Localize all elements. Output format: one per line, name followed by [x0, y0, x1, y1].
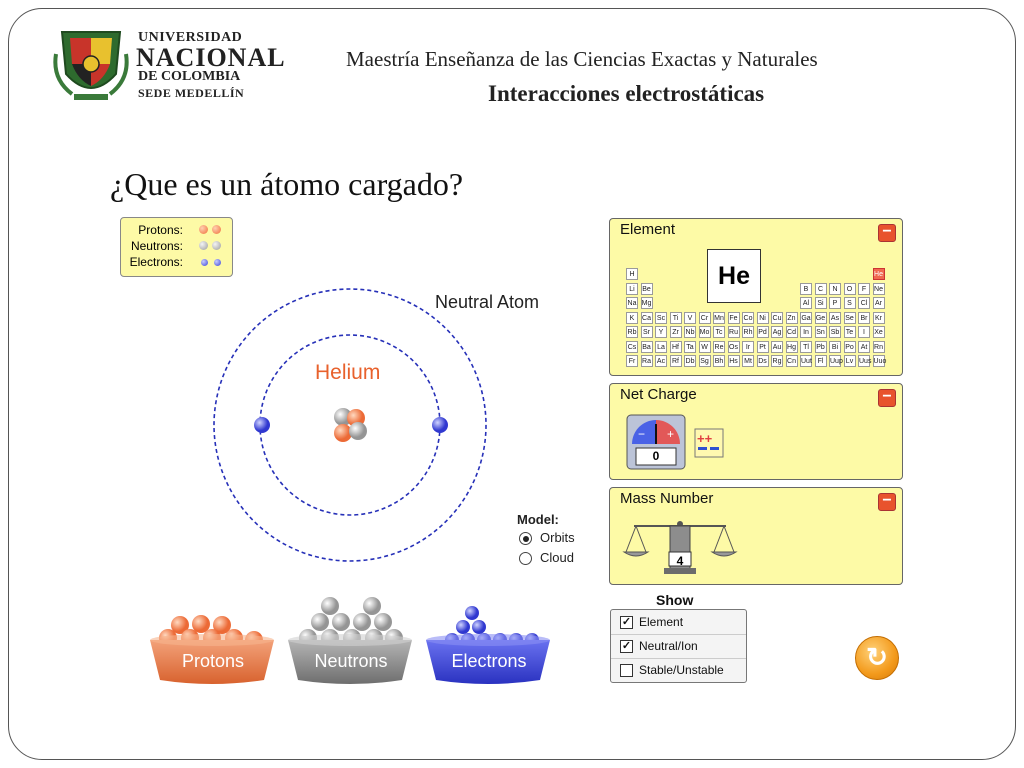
university-crest-logo [52, 24, 130, 104]
element-panel [609, 218, 903, 376]
collapse-net-charge-button[interactable]: − [878, 389, 896, 407]
element-cell-pd[interactable]: Pd [757, 326, 769, 338]
show-options [610, 609, 747, 683]
element-cell-fe[interactable]: Fe [728, 312, 740, 324]
element-cell-cn[interactable]: Cn [786, 355, 798, 367]
collapse-element-button[interactable]: − [878, 224, 896, 242]
electron-right[interactable] [432, 417, 448, 433]
element-cell-na[interactable]: Na [626, 297, 638, 309]
element-cell-rn[interactable]: Rn [873, 341, 885, 353]
show-option-stable-unstable-label: Stable/Unstable [639, 663, 724, 677]
show-title: Show [656, 592, 694, 608]
element-cell-zn[interactable]: Zn [786, 312, 798, 324]
element-cell-la[interactable]: La [655, 341, 667, 353]
model-title: Model: [517, 512, 559, 527]
element-cell-bh[interactable]: Bh [713, 355, 725, 367]
electron-dot-icon [201, 259, 208, 266]
element-cell-cd[interactable]: Cd [786, 326, 798, 338]
radio-cloud[interactable] [519, 552, 532, 565]
element-cell-k[interactable]: K [626, 312, 638, 324]
particle-legend [120, 217, 233, 277]
element-cell-fr[interactable]: Fr [626, 355, 638, 367]
element-cell-he[interactable]: He [873, 268, 885, 280]
model-option-cloud[interactable] [517, 549, 574, 569]
legend-electrons-label: Electrons: [129, 255, 183, 269]
legend-protons [127, 222, 227, 238]
show-option-element-label: Element [639, 615, 684, 629]
protons-bucket-label: Protons [181, 651, 245, 671]
element-cell-hg[interactable]: Hg [786, 341, 798, 353]
element-cell-sr[interactable]: Sr [641, 326, 653, 338]
legend-protons-label: Protons: [138, 223, 183, 237]
atom-status-label: Neutral Atom [435, 292, 540, 312]
element-cell-p[interactable]: P [829, 297, 841, 309]
element-cell-mo[interactable]: Mo [699, 326, 711, 338]
element-cell-at[interactable]: At [858, 341, 870, 353]
legend-neutrons [127, 238, 227, 254]
show-option-neutral-ion-label: Neutral/Ion [639, 639, 698, 653]
neutrons-bucket-label: Neutrons [314, 651, 388, 671]
checkbox-stable-unstable[interactable] [620, 664, 633, 677]
mass-number-value: 4 [676, 554, 684, 568]
university-line-2: NACIONAL [136, 43, 286, 72]
net-charge-value: 0 [652, 449, 660, 463]
show-option-neutral-ion[interactable] [611, 634, 746, 659]
element-cell-br[interactable]: Br [858, 312, 870, 324]
element-cell-uup[interactable]: Uup [829, 355, 841, 367]
element-cell-si[interactable]: Si [815, 297, 827, 309]
element-cell-pt[interactable]: Pt [757, 341, 769, 353]
element-cell-po[interactable]: Po [844, 341, 856, 353]
element-cell-ne[interactable]: Ne [873, 283, 885, 295]
charge-plus-minus-icon [694, 428, 724, 458]
element-cell-ga[interactable]: Ga [800, 312, 812, 324]
element-cell-co[interactable]: Co [742, 312, 754, 324]
element-cell-b[interactable]: B [800, 283, 812, 295]
element-cell-n[interactable]: N [829, 283, 841, 295]
nucleus[interactable] [334, 408, 367, 442]
model-selector [517, 512, 575, 569]
element-cell-uus[interactable]: Uus [858, 355, 870, 367]
element-cell-ge[interactable]: Ge [815, 312, 827, 324]
element-cell-ra[interactable]: Ra [641, 355, 653, 367]
element-cell-rg[interactable]: Rg [771, 355, 783, 367]
topic-title: Interacciones electrostáticas [488, 81, 765, 106]
element-cell-tc[interactable]: Tc [713, 326, 725, 338]
element-cell-ba[interactable]: Ba [641, 341, 653, 353]
element-cell-sc[interactable]: Sc [655, 312, 667, 324]
element-cell-s[interactable]: S [844, 297, 856, 309]
element-symbol-box: He [707, 249, 761, 303]
neutron-dot-icon [199, 241, 208, 250]
element-cell-li[interactable]: Li [626, 283, 638, 295]
element-cell-o[interactable]: O [844, 283, 856, 295]
element-cell-mn[interactable]: Mn [713, 312, 725, 324]
element-cell-db[interactable]: Db [684, 355, 696, 367]
element-cell-pb[interactable]: Pb [815, 341, 827, 353]
atom-diagram [200, 280, 500, 580]
element-cell-v[interactable]: V [684, 312, 696, 324]
neutron-dot-icon [212, 241, 221, 250]
element-cell-w[interactable]: W [699, 341, 711, 353]
element-cell-hf[interactable]: Hf [670, 341, 682, 353]
program-title: Maestría Enseñanza de las Ciencias Exactas y Naturales [346, 47, 818, 71]
element-cell-ar[interactable]: Ar [873, 297, 885, 309]
element-cell-ac[interactable]: Ac [655, 355, 667, 367]
element-panel-title: Element [620, 221, 676, 238]
legend-electrons [127, 254, 227, 270]
element-cell-ni[interactable]: Ni [757, 312, 769, 324]
element-cell-xe[interactable]: Xe [873, 326, 885, 338]
element-cell-au[interactable]: Au [771, 341, 783, 353]
element-cell-re[interactable]: Re [713, 341, 725, 353]
element-cell-rb[interactable]: Rb [626, 326, 638, 338]
element-cell-bi[interactable]: Bi [829, 341, 841, 353]
radio-orbits[interactable] [519, 532, 532, 545]
element-cell-kr[interactable]: Kr [873, 312, 885, 324]
element-cell-sg[interactable]: Sg [699, 355, 711, 367]
element-cell-ir[interactable]: Ir [742, 341, 754, 353]
element-cell-ti[interactable]: Ti [670, 312, 682, 324]
electrons-bucket-label: Electrons [451, 651, 527, 671]
electron-dot-icon [214, 259, 221, 266]
element-cell-be[interactable]: Be [641, 283, 653, 295]
element-cell-sn[interactable]: Sn [815, 326, 827, 338]
university-line-4: SEDE MEDELLÍN [138, 86, 245, 100]
element-cell-se[interactable]: Se [844, 312, 856, 324]
element-cell-hs[interactable]: Hs [728, 355, 740, 367]
element-cell-mg[interactable]: Mg [641, 297, 653, 309]
electron-left[interactable] [254, 417, 270, 433]
model-option-orbits-label: Orbits [540, 530, 575, 545]
element-cell-uuo[interactable]: Uuo [873, 355, 885, 367]
net-charge-panel [609, 383, 903, 480]
element-cell-cu[interactable]: Cu [771, 312, 783, 324]
slide-question: ¿Que es un átomo cargado? [110, 166, 464, 202]
checkbox-neutral-ion[interactable]: ✓ [621, 640, 632, 652]
net-charge-title: Net Charge [620, 386, 697, 403]
element-cell-tl[interactable]: Tl [800, 341, 812, 353]
element-cell-te[interactable]: Te [844, 326, 856, 338]
show-option-element[interactable] [611, 610, 746, 635]
reset-icon: ↻ [866, 642, 888, 672]
element-cell-h[interactable]: H [626, 268, 638, 280]
proton-dot-icon [199, 225, 208, 234]
element-cell-sb[interactable]: Sb [829, 326, 841, 338]
svg-text:−: − [638, 427, 646, 441]
mass-number-title: Mass Number [620, 490, 714, 507]
element-cell-nb[interactable]: Nb [684, 326, 696, 338]
element-cell-ag[interactable]: Ag [771, 326, 783, 338]
element-cell-i[interactable]: I [858, 326, 870, 338]
university-line-1: UNIVERSIDAD [138, 30, 243, 45]
svg-text:++: ++ [697, 431, 713, 446]
element-cell-rf[interactable]: Rf [670, 355, 682, 367]
reset-button[interactable] [855, 636, 899, 680]
legend-neutrons-label: Neutrons: [130, 239, 183, 253]
university-line-3: DE COLOMBIA [138, 69, 241, 84]
particle-buckets [148, 594, 560, 686]
element-cell-lv[interactable]: Lv [844, 355, 856, 367]
element-cell-cs[interactable]: Cs [626, 341, 638, 353]
element-cell-rh[interactable]: Rh [742, 326, 754, 338]
element-cell-in[interactable]: In [800, 326, 812, 338]
element-cell-fl[interactable]: Fl [815, 355, 827, 367]
mass-number-panel [609, 487, 903, 585]
element-cell-os[interactable]: Os [728, 341, 740, 353]
element-cell-uut[interactable]: Uut [800, 355, 812, 367]
element-cell-cr[interactable]: Cr [699, 312, 711, 324]
collapse-mass-number-button[interactable]: − [878, 493, 896, 511]
element-cell-ta[interactable]: Ta [684, 341, 696, 353]
element-cell-ca[interactable]: Ca [641, 312, 653, 324]
show-option-stable-unstable[interactable] [611, 658, 746, 682]
element-cell-c[interactable]: C [815, 283, 827, 295]
element-cell-as[interactable]: As [829, 312, 841, 324]
element-cell-cl[interactable]: Cl [858, 297, 870, 309]
element-cell-zr[interactable]: Zr [670, 326, 682, 338]
model-option-orbits[interactable] [517, 529, 575, 549]
element-name-label: Helium [315, 361, 381, 384]
element-cell-f[interactable]: F [858, 283, 870, 295]
element-cell-ru[interactable]: Ru [728, 326, 740, 338]
model-option-cloud-label: Cloud [540, 550, 574, 565]
element-cell-y[interactable]: Y [655, 326, 667, 338]
svg-text:+: + [667, 427, 675, 441]
element-cell-mt[interactable]: Mt [742, 355, 754, 367]
element-cell-al[interactable]: Al [800, 297, 812, 309]
checkbox-element[interactable]: ✓ [621, 616, 632, 628]
proton-dot-icon [212, 225, 221, 234]
element-cell-ds[interactable]: Ds [757, 355, 769, 367]
